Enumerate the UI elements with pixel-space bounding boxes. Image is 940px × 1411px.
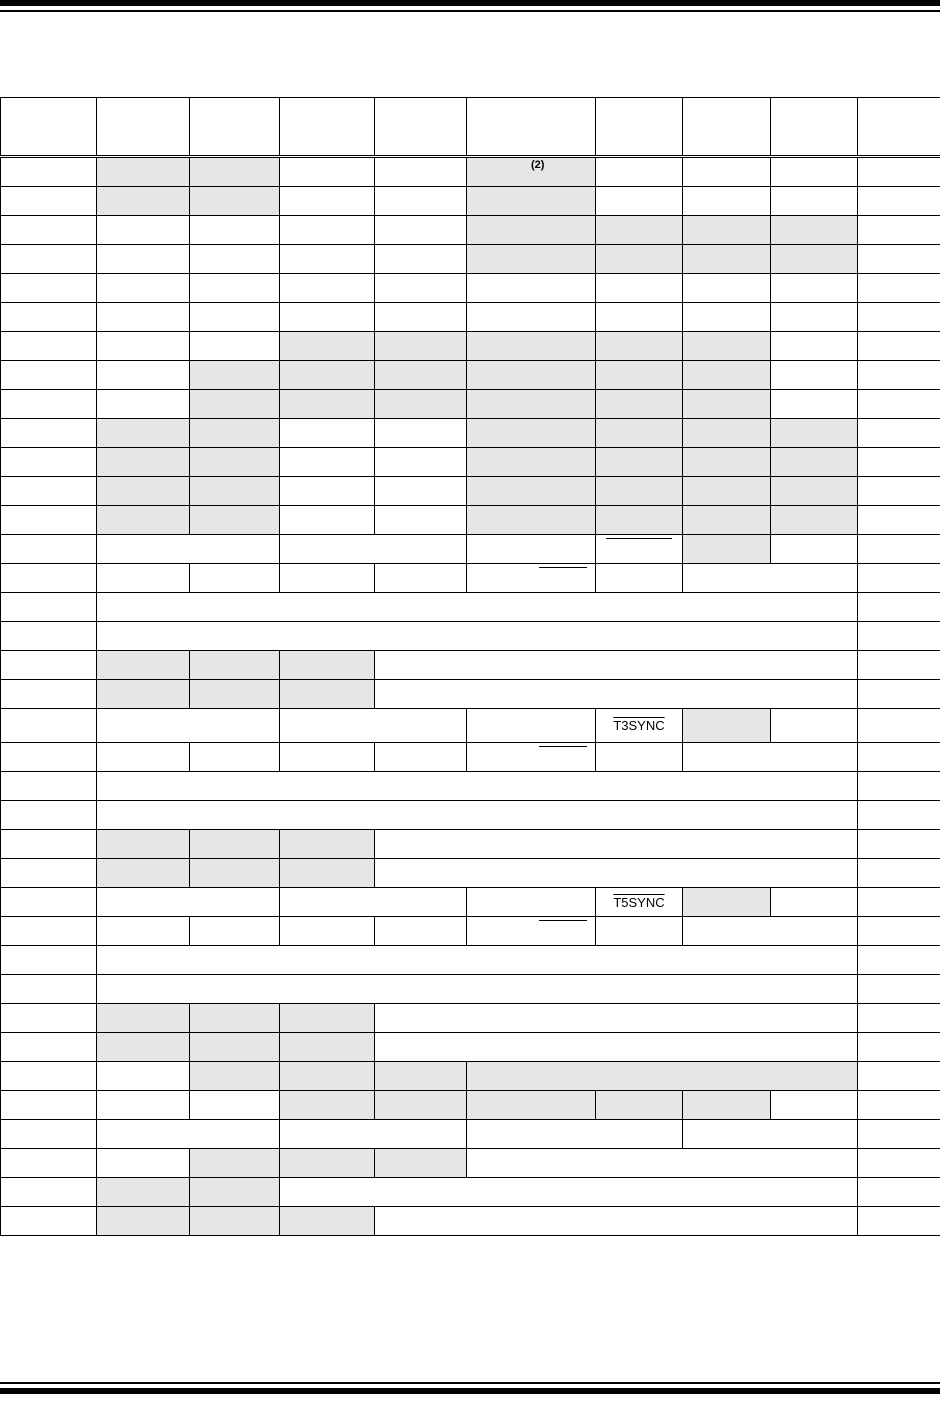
table-row <box>1 535 940 564</box>
table-row <box>1 651 940 680</box>
table-row <box>1 772 940 801</box>
table-row <box>1 506 940 535</box>
table-row <box>1 303 940 332</box>
table-row <box>1 975 940 1004</box>
table-row <box>1 274 940 303</box>
overline-mark <box>539 746 587 747</box>
table-row <box>1 593 940 622</box>
overline-mark <box>606 538 672 539</box>
table-row <box>1 917 940 946</box>
table-row <box>1 1120 940 1149</box>
top-rule-thick <box>0 0 940 6</box>
table-row <box>1 332 940 361</box>
table-row <box>1 1033 940 1062</box>
table-row <box>1 680 940 709</box>
table-row <box>1 419 940 448</box>
table-row <box>1 1149 940 1178</box>
top-rule-thin <box>0 10 940 12</box>
table-row <box>1 1178 940 1207</box>
table-row <box>1 1004 940 1033</box>
table-row <box>1 157 940 187</box>
overline-mark <box>539 567 587 568</box>
table-row <box>1 564 940 593</box>
table-row <box>1 1207 940 1236</box>
bottom-rule-thin <box>0 1382 940 1384</box>
table-row <box>1 830 940 859</box>
table-row <box>1 888 940 917</box>
table-row <box>1 622 940 651</box>
table-row <box>1 743 940 772</box>
overline-mark <box>539 920 587 921</box>
table-row <box>1 859 940 888</box>
table-row <box>1 448 940 477</box>
footnote-ref: (2) <box>531 159 545 171</box>
t3sync-label: T3SYNC <box>613 718 665 733</box>
table-row <box>1 245 940 274</box>
register-table <box>0 97 940 1236</box>
table-header-row <box>1 98 940 157</box>
table-row <box>1 390 940 419</box>
table-row <box>1 709 940 743</box>
table-row <box>1 1062 940 1091</box>
table-row <box>1 477 940 506</box>
table-row <box>1 801 940 830</box>
bottom-rule-thick <box>0 1388 940 1394</box>
table-row <box>1 946 940 975</box>
table-row <box>1 361 940 390</box>
t5sync-label: T5SYNC <box>613 894 665 910</box>
table-row <box>1 187 940 216</box>
table-row <box>1 1091 940 1120</box>
table-row <box>1 216 940 245</box>
